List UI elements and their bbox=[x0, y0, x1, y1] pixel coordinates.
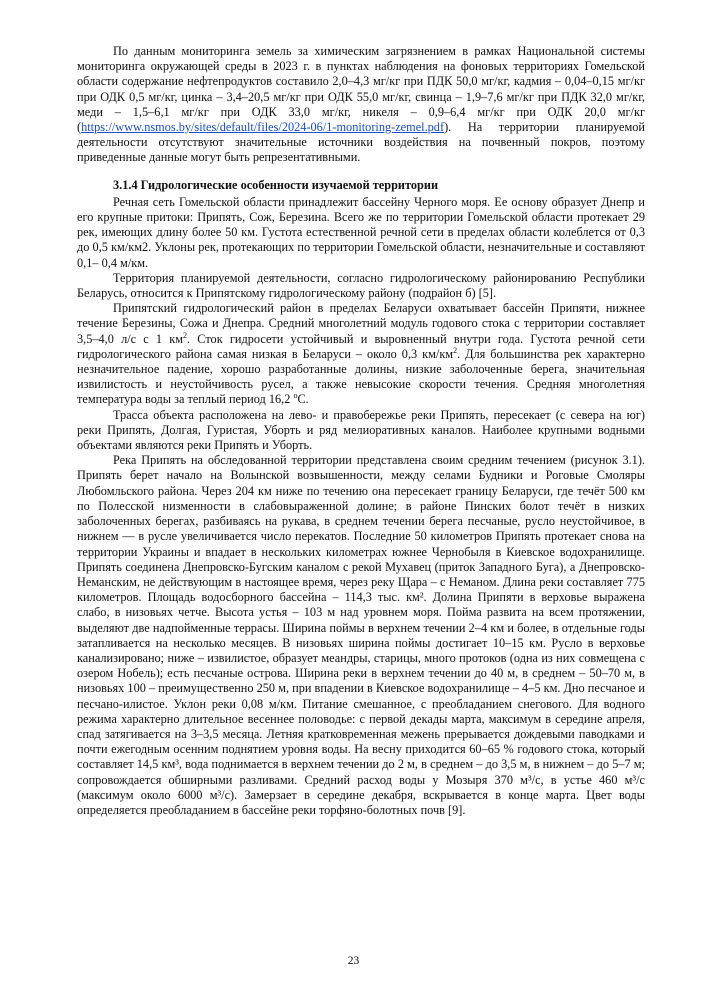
paragraph-river-network: Речная сеть Гомельской области принадлежит бассейну Черного моря. Ее основу образует Днепр и его крупные притоки: Припять, Сож, Березина. Всего же по территории Гомельской области протекает 29 рек, имеющих длину более 50 км. Густота естественной речной сети в пределах области колеблется от 0,3 до 0,5 км/км2. Уклоны рек, протекающих по территории Гомельской области, незначительные и составляют 0,1– 0,4 м/км. bbox=[77, 194, 645, 270]
page-number: 23 bbox=[347, 955, 360, 967]
paragraph-text: ). На территории планируемой деятельности отсутствуют значительные источники воздействия на почвенный покров, поэтому приведенные данные могут быть репрезентативными. bbox=[77, 120, 645, 165]
paragraph-text: . Сток гидросети устойчивый и выровненный внутри года. Густота речной сети гидрологического района самая низкая в Беларуси – около 0,3 км/км bbox=[77, 331, 645, 361]
paragraph-soil-monitoring bbox=[77, 44, 645, 166]
section-heading: 3.1.4 Гидрологические особенности изучаемой территории bbox=[113, 177, 439, 192]
superscript: 2 bbox=[453, 345, 458, 355]
paragraph-hydrological-region: Территория планируемой деятельности, согласно гидрологическому районированию Республики Беларусь, относится к Припятскому гидрологическому району (подрайон б) [5]. bbox=[77, 270, 645, 301]
paragraph-text: По данным мониторинга земель за химическим загрязнением в рамках Национальной системы мониторинга окружающей среды в 2023 г. в пунктах наблюдения на фоновых территориях Гомельской области содержание нефтепродуктов составило 2,0–4,3 мг/кг при ПДК 50,0 мг/кг, кадмия – 0,04–0,15 мг/кг при ОДК 0,5 мг/кг, цинка – 3,4–20,5 мг/кг при ОДК 55,0 мг/кг, свинца – 1,9–7,6 мг/кг при ПДК 32,0 мг/кг, меди – 1,5–6,1 мг/кг при ОДК 33,0 мг/кг, никеля – 0,9–6,4 мг/кг при ОДК 20,0 мг/кг ( bbox=[77, 44, 645, 135]
superscript: о bbox=[293, 391, 298, 401]
paragraph-text: С. bbox=[297, 392, 309, 407]
paragraph-pripyat-river: Река Припять на обследованной территории представлена своим средним течением (рисунок 3.1). Припять берет начало на Волынской возвышенности, между селами Будники и Роговые Смоляры Любомльского района. Через 204 км ниже по течению она пересекает границу Беларуси, где течёт 500 км по Полесской низменности в слабовыраженной долине; в районе Пинских болот течёт в низких заболоченных берегах, разбиваясь на рукава, в среднем течении берега песчаные, русло неустойчивое, в нижнем — в русле увеличивается число перекатов. Последние 50 километров Припять протекает снова на территории Украины и впадает в нескольких километрах южнее Чернобыля в Киевское водохранилище. Припять соединена Днепровско-Бугским каналом с рекой Мухавец (приток Западного Буга), а Днепровско-Неманским, не действующим в настоящее время, через реку Щара – с Неманом. Длина реки составляет 775 километров. Площадь водосборного бассейна – 114,3 тыс. км². Долина Припяти в верховье выражена слабо, в низовьях четче. Высота устья – 103 м над уровнем моря. Пойма развита на всем протяжении, выделяют две надпойменные террасы. Ширина поймы в верхнем течении 2–4 км и более, в отдельные годы затапливается на несколько месяцев. В низовьях ширина поймы достигает 10–15 км. Русло в верховье канализировано; ниже – извилистое, образует меандры, старицы, много протоков (одна из них совмещена с озером Нобель); есть песчаные острова. Ширина реки в верхнем течении до 40 м, в среднем – 50–70 м, в низовьях 100 – преимущественно 250 м, при впадении в Киевское водохранилище – 4–5 км. Дно песчаное и песчано-илистое. Уклон реки 0,08 м/км. Питание смешанное, с преобладанием снегового. Для водного режима характерно длительное весеннее половодье: с первой декады марта, максимум в середине апреля, спад затягивается на 3–3,5 месяца. Летняя кратковременная межень прерывается дождевыми паводками и почти ежегодным осенним поднятием уровня воды. На весну приходится 60–65 % годового стока, который составляет 14,5 км³, вода поднимается в верхнем течении до 2 м, в среднем – до 3,5 м, в нижнем – до 5–7 м; сопровождается обширными разливами. Средний расход воды у Мозыря 370 м³/с, в устье 460 м³/с (максимум около 6000 м³/с). Замерзает в середине декабря, вскрывается в конце марта. Цвет воды определяется преобладанием в бассейне реки торфяно-болотных почв [9]. bbox=[77, 453, 645, 817]
monitoring-report-link[interactable]: https://www.nsmos.by/sites/default/files/2024-06/1-monitoring-zemel.pdf bbox=[81, 120, 445, 135]
superscript: 2 bbox=[183, 330, 188, 340]
paragraph-route-location: Трасса объекта расположена на лево- и правобережье реки Припять, пересекает (с севера на юг) реки Припять, Долгая, Гуристая, Уборть и ряд мелиоративных каналов. Наиболее крупными водными объектами являются реки Припять и Уборть. bbox=[77, 407, 645, 453]
spacer bbox=[77, 166, 645, 178]
paragraph-pripyat-region bbox=[77, 301, 645, 407]
document-body bbox=[77, 44, 645, 818]
paragraph-text: . Для большинства рек характерно незначительное падение, хорошо разработанные долины, низкие заболоченные берега, значительная извилистость и неустойчивость русел, а также невысокие скорости течения. Средняя многолетняя температура воды за теплый период 16,2 bbox=[77, 346, 645, 407]
paragraph-text: Припятский гидрологический район в пределах Беларуси охватывает бассейн Припяти, нижнее течение Березины, Сожа и Днепра. Средний многолетний модуль годового стока с территории составляет 3,5–4,0 л/с с 1 км bbox=[77, 301, 645, 346]
